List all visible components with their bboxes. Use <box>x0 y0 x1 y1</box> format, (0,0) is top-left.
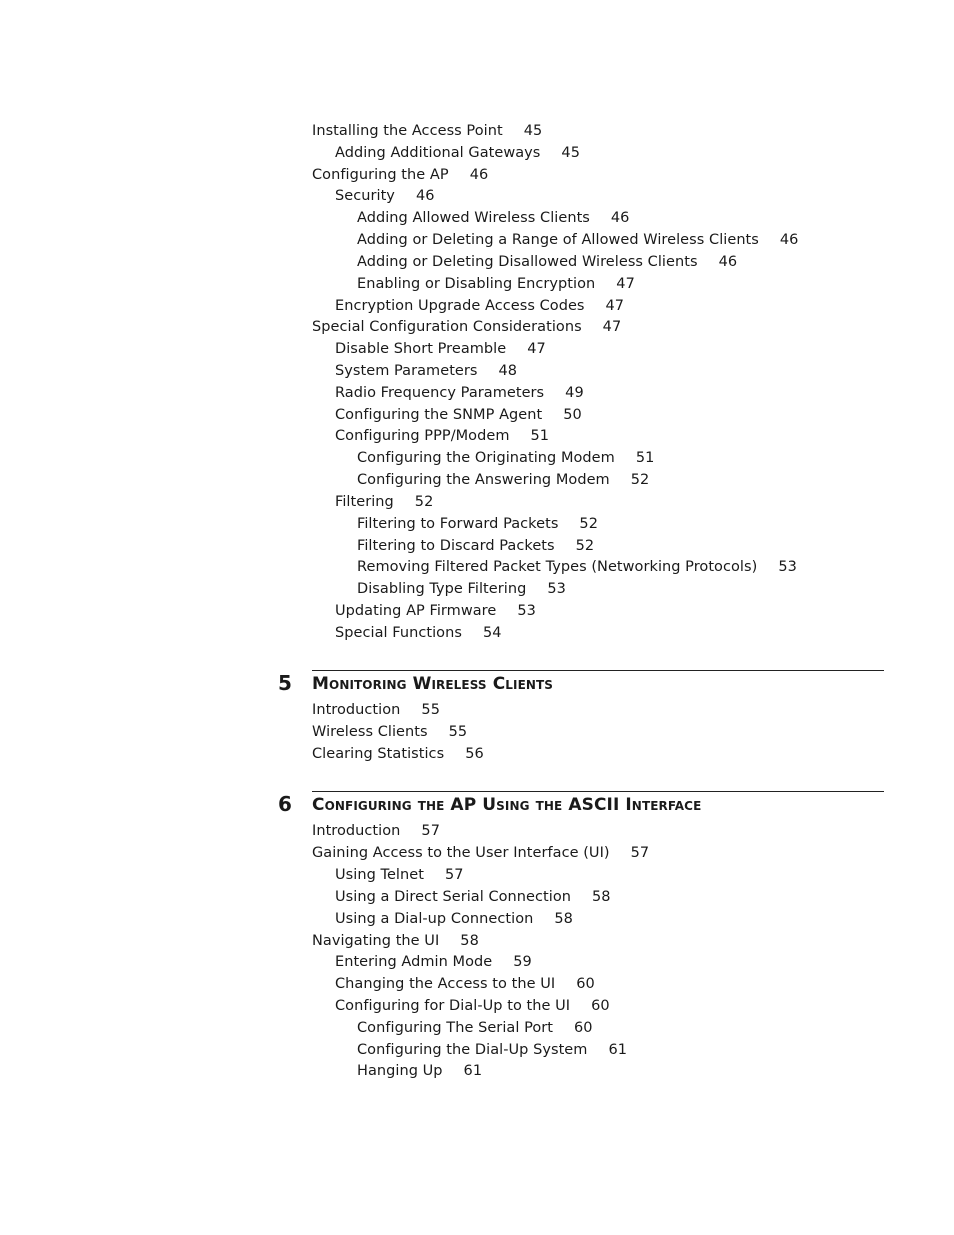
toc-entry-text: Configuring the Originating Modem <box>357 450 615 466</box>
toc-entry-text: Clearing Statistics <box>312 746 445 762</box>
toc-entry-page: 58 <box>460 933 479 949</box>
toc-entry[interactable] <box>357 447 654 469</box>
toc-entry[interactable] <box>335 142 580 164</box>
toc-entry-text: Introduction <box>312 823 401 839</box>
toc-entry-page: 52 <box>575 538 595 554</box>
toc-entry-page: 56 <box>465 746 484 762</box>
toc-entry[interactable] <box>357 535 594 557</box>
toc-entry[interactable] <box>335 491 433 513</box>
toc-entry-page: 48 <box>498 363 518 379</box>
toc-entry-page: 46 <box>415 188 435 204</box>
toc-entry[interactable] <box>357 469 649 491</box>
toc-entry[interactable] <box>357 1060 482 1082</box>
toc-entry-page: 47 <box>527 341 546 357</box>
toc-entry[interactable] <box>335 338 546 360</box>
toc-entry[interactable] <box>335 908 573 930</box>
toc-entry-text: Configuring the AP <box>312 167 449 183</box>
toc-entry-text: Configuring for Dial-Up to the UI <box>335 998 571 1014</box>
toc-entry-page: 52 <box>579 516 598 532</box>
toc-entry[interactable] <box>335 382 584 404</box>
toc-entry-text: System Parameters <box>335 363 478 379</box>
toc-entry[interactable] <box>335 404 582 426</box>
toc-entry-text: Filtering <box>335 494 394 510</box>
toc-entry-page: 46 <box>779 232 799 248</box>
toc-entry[interactable] <box>312 721 467 743</box>
toc-entry-text: Security <box>335 188 395 204</box>
toc-entry-text: Removing Filtered Packet Types (Networking Protocols) <box>357 559 758 575</box>
toc-entry[interactable] <box>357 1017 593 1039</box>
toc-entry-text: Adding Additional Gateways <box>335 145 541 161</box>
toc-entry-page: 45 <box>561 145 580 161</box>
toc-entry-page: 53 <box>517 603 536 619</box>
toc-entry-page: 53 <box>778 559 797 575</box>
toc-entry-text: Configuring the SNMP Agent <box>335 407 543 423</box>
toc-entry-text: Using a Direct Serial Connection <box>335 889 571 905</box>
toc-entry-page: 57 <box>444 867 464 883</box>
toc-entry[interactable] <box>335 864 464 886</box>
toc-entry-text: Configuring the Dial-Up System <box>357 1042 588 1058</box>
chapter-number: 5 <box>278 671 292 695</box>
toc-entry-text: Hanging Up <box>357 1063 443 1079</box>
toc-entry[interactable] <box>312 699 440 721</box>
toc-entry-text: Adding Allowed Wireless Clients <box>357 210 590 226</box>
toc-entry[interactable] <box>335 886 611 908</box>
toc-entry-text: Radio Frequency Parameters <box>335 385 545 401</box>
toc-entry-page: 46 <box>469 167 489 183</box>
toc-entry-text: Disabling Type Filtering <box>357 581 527 597</box>
toc-entry-text: Entering Admin Mode <box>335 954 493 970</box>
toc-entry-page: 60 <box>574 1020 593 1036</box>
chapter-number: 6 <box>278 792 292 816</box>
toc-entry-text: Using Telnet <box>335 867 424 883</box>
toc-entry[interactable] <box>335 973 595 995</box>
chapter-title[interactable]: Monitoring Wireless Clients <box>312 674 554 694</box>
toc-entry-text: Adding or Deleting a Range of Allowed Wireless Clients <box>357 232 759 248</box>
toc-entry-page: 46 <box>610 210 630 226</box>
toc-entry[interactable] <box>312 743 484 765</box>
toc-entry-text: Filtering to Discard Packets <box>357 538 555 554</box>
toc-entry[interactable] <box>335 360 517 382</box>
toc-entry-text: Enabling or Disabling Encryption <box>357 276 596 292</box>
toc-entry-page: 60 <box>591 998 610 1014</box>
toc-entry-page: 47 <box>616 276 635 292</box>
toc-entry[interactable] <box>357 513 598 535</box>
toc-entry-text: Updating AP Firmware <box>335 603 497 619</box>
toc-entry-text: Configuring PPP/Modem <box>335 428 510 444</box>
toc-entry[interactable] <box>312 820 440 842</box>
toc-entry-page: 53 <box>547 581 566 597</box>
toc-entry-text: Changing the Access to the UI <box>335 976 556 992</box>
toc-entry-page: 51 <box>635 450 655 466</box>
toc-entry-text: Configuring The Serial Port <box>357 1020 554 1036</box>
toc-entry[interactable] <box>357 578 566 600</box>
toc-entry-text: Encryption Upgrade Access Codes <box>335 298 585 314</box>
chapter-title[interactable]: Configuring the AP Using the ASCII Interface <box>312 795 702 815</box>
toc-entry-text: Installing the Access Point <box>312 123 503 139</box>
toc-entry-page: 46 <box>718 254 738 270</box>
toc-entry-text: Wireless Clients <box>312 724 428 740</box>
toc-entry-page: 52 <box>630 472 650 488</box>
toc-entry-page: 55 <box>448 724 468 740</box>
toc-entry-page: 57 <box>630 845 650 861</box>
toc-entry-page: 45 <box>523 123 543 139</box>
toc-entry-text: Disable Short Preamble <box>335 341 507 357</box>
toc-entry-text: Configuring the Answering Modem <box>357 472 610 488</box>
toc-entry-page: 61 <box>608 1042 628 1058</box>
toc-entry-text: Filtering to Forward Packets <box>357 516 559 532</box>
toc-entry[interactable] <box>335 425 549 447</box>
toc-entry-text: Gaining Access to the User Interface (UI) <box>312 845 610 861</box>
toc-entry-text: Navigating the UI <box>312 933 440 949</box>
toc-entry[interactable] <box>335 995 610 1017</box>
toc-entry[interactable] <box>335 295 624 317</box>
toc-entry[interactable] <box>335 951 532 973</box>
toc-entry-page: 57 <box>421 823 440 839</box>
toc-entry-page: 49 <box>565 385 584 401</box>
toc-entry-page: 54 <box>482 625 502 641</box>
toc-entry[interactable] <box>357 251 737 273</box>
chapter-divider <box>312 791 884 792</box>
toc-entry-text: Using a Dial-up Connection <box>335 911 534 927</box>
toc-entry[interactable] <box>312 164 488 186</box>
toc-entry-page: 55 <box>421 702 440 718</box>
toc-entry-page: 47 <box>605 298 625 314</box>
toc-entry[interactable] <box>357 1039 627 1061</box>
toc-entry-page: 60 <box>576 976 595 992</box>
toc-entry-page: 51 <box>530 428 550 444</box>
toc-entry-text: Adding or Deleting Disallowed Wireless Clients <box>357 254 698 270</box>
toc-entry[interactable] <box>357 207 629 229</box>
toc-entry-page: 52 <box>414 494 434 510</box>
toc-entry[interactable] <box>335 600 536 622</box>
toc-entry[interactable] <box>312 930 479 952</box>
toc-entry[interactable] <box>357 273 635 295</box>
toc-entry[interactable] <box>357 229 798 251</box>
toc-entry[interactable] <box>312 120 542 142</box>
toc-entry[interactable] <box>357 556 797 578</box>
toc-entry-text: Special Functions <box>335 625 462 641</box>
toc-entry-page: 58 <box>554 911 573 927</box>
toc-entry-page: 50 <box>563 407 582 423</box>
toc-entry-page: 58 <box>592 889 611 905</box>
toc-entry-page: 47 <box>602 319 622 335</box>
toc-entry-text: Special Configuration Considerations <box>312 319 582 335</box>
toc-entry[interactable] <box>312 842 649 864</box>
toc-entry-page: 61 <box>463 1063 483 1079</box>
toc-entry-page: 59 <box>513 954 532 970</box>
toc-entry[interactable] <box>335 622 502 644</box>
chapter-divider <box>312 670 884 671</box>
toc-entry[interactable] <box>312 316 621 338</box>
toc-entry[interactable] <box>335 185 435 207</box>
toc-entry-text: Introduction <box>312 702 401 718</box>
